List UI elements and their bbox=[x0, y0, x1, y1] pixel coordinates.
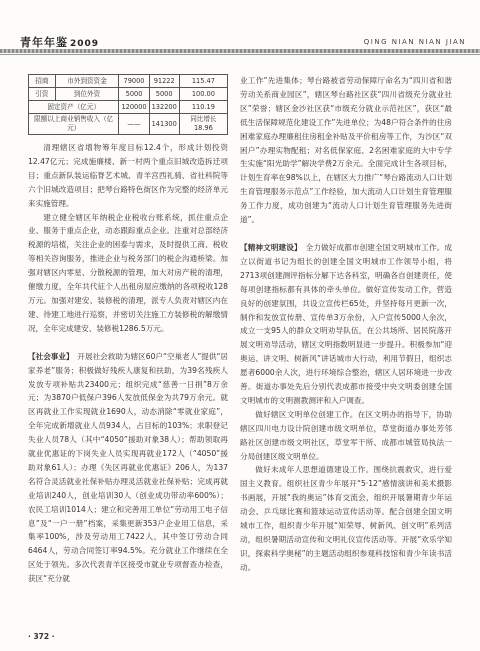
section-heading-civilization: 【精神文明建设】 bbox=[240, 242, 298, 252]
table-row bbox=[29, 101, 228, 114]
paragraph-youth: 做好未成年人思想道德建设工作。围绕抗震救灾，进行爱国主义教育。组织社区青少年展开“5·12”感情演讲和美术摄影书画展，开展“我的奥运”体育交流会，组织开展暑期青少年运动会、乒乓球比赛和篮球运动宣传活动等。配合创建全国文明城市工作，组织青少年开展“知荣辱、树新风、创文明”系列活动，组织暑期活动宣传和文明礼仪宣传活动等。开展“欢乐学知识，探索科学奥秘”的主题活动组织参观科技馆和青少年读书活动。 bbox=[240, 465, 452, 572]
table-row bbox=[29, 75, 228, 88]
paragraph-tax: 建立健全辖区年纳税企业税收台账系统，抓住重点企业、服务于重点企业，动态跟踪重点企业。注重对总部经济税源的培植，关注企业的困泰与需求，及时提供工商、税收等相关咨询服务，推进企业与税务部门的税企沟通桥梁。加强对辖区内零星、分散税源的管理，加大对房产税的清理，催缴力度，全年共代征个人出租房屋应缴纳的各项税收128万元。加强对建安、装修税的清理，派专人负责对辖区内在建、待建工地进行巡察，并密切关注施工方装修税的解缴情况，全年完成建安、装修税1286.5万元。 bbox=[28, 212, 228, 333]
table-cell: 110.19 bbox=[179, 101, 227, 114]
table-cell: 132200 bbox=[149, 101, 179, 114]
table-cell: 91222 bbox=[149, 75, 179, 88]
table-cell: 固定资产（亿元） bbox=[29, 101, 119, 114]
page-number: · 372 · bbox=[28, 632, 55, 641]
section-social bbox=[28, 350, 228, 586]
section-body-social: 开展社会救助为辖区60户“空巢老人”提供“居家养老”服务；积极做好残疾人康复和扶助，为39名残疾人发放专项补贴共23400元；组织完成“慈善一日捐”8万余元；为3870户低保户396人发放低保金为共79万余元。就区再就业工作实现就业1690人，动态消除“零就业家庭”，全年完成新增就业人员934人，占目标的103%；求职登记失业人员78人（其中“4050”援助对象38人）；帮助领取再就业优惠证的下岗失业人员实现再就业172人（“4050”援助对象61人）；办理《失区再就业优惠证》206人，为137名符合灵活就业社保补贴办理灵活就业社保补贴；完成再就业培训240人，创业培训30人（创业成功带动率600%）；农民工培训1014人；建立和完善用工单位“劳动用工电子信息”及“一户一册”档案，采集更新353户企业用工信息，采集率100%，涉及劳动用工7422人，其中签订劳动合同6464人，劳动合同签订率94.5%。充分就业工作继续在全区处于领先。多次代表青羊区接受市就业专项督查办检查，获区“充分就 bbox=[28, 351, 229, 584]
running-title: QING NIAN NIAN JIAN bbox=[363, 38, 466, 46]
section-civilization bbox=[240, 241, 452, 408]
yearbook-logo bbox=[20, 34, 99, 50]
table-cell: 限额以上商业销售收入（亿元） bbox=[29, 114, 119, 135]
table-cell: 141300 bbox=[149, 114, 179, 135]
table-cell: 115.47 bbox=[179, 75, 227, 88]
table-cell: 到位外资 bbox=[55, 88, 119, 101]
yearbook-title: 青年年鉴 bbox=[20, 36, 68, 49]
table-cell: 市外到资资金 bbox=[55, 75, 119, 88]
section-heading-social: 【社会事业】 bbox=[28, 351, 70, 361]
table-cell: 招商 bbox=[29, 75, 56, 88]
table-cell: 引资 bbox=[29, 88, 56, 101]
header-rule-thin bbox=[0, 54, 480, 55]
yearbook-year: 2009 bbox=[70, 39, 100, 49]
table-cell: 同比增长18.96 bbox=[179, 114, 227, 135]
table-row bbox=[29, 114, 228, 135]
page-header bbox=[0, 0, 480, 58]
left-column bbox=[28, 74, 228, 586]
table-cell: —— bbox=[119, 114, 149, 135]
table-cell: 5000 bbox=[149, 88, 179, 101]
paragraph-investment: 清理辖区省增物筹年度目标12.4个，形成计划投资12.47亿元；完成施廉楼、新一村两个重点旧城改造拆迁项目；重点新队装运临脊艺术城、青羊宫西礼骑、省社科院等六个旧城改造项目；把琴台路特色街区作为完整的经济单元来实施管理。 bbox=[28, 143, 228, 208]
section-gap bbox=[28, 336, 228, 350]
header-rule bbox=[0, 49, 480, 53]
paragraph-social-cont: 业工作”先进集体；琴台路被省劳动保障厅命名为“四川省和谐劳动关系商业园区”，辖区琴台路社区获“四川省级充分就业社区”荣誉；辖区金沙社区获“市级充分就业示范社区”，获区“最低生活保障规范化建设工作”先进单位；为48户符合条件的住房困难家庭办理廉租住房租金补贴及平价租房等工作，为沙区“双困户”办理实物配租；对名低保家庭、2名困难家庭的大中专学生实施“阳光助学”解决学费2万余元。全面完成计生各项目标，计划生育率在98%以上，在辖区大力推广“琴台路流动人口计划生育管理服务示范点”工作经验，加大流动人口计划生育管理服务工作力度，成功创建为“流动人口计划生育管理服务先进街道”。 bbox=[240, 76, 452, 225]
table-cell: 5000 bbox=[119, 88, 149, 101]
table-cell: 79000 bbox=[119, 75, 149, 88]
table-cell: 120000 bbox=[119, 101, 149, 114]
table-row bbox=[29, 88, 228, 101]
paragraph-civilized-units: 做好辖区文明单位创建工作。在区文明办的指导下，协助辖区四川电力设计院创建市级文明单位，草堂街道办事处芳邻路社区创建市级文明社区，草堂军干所、成都市城管局执法一分局创建区级文明单位。 bbox=[240, 409, 452, 461]
section-body-civilization: 全力做好成都市创建全国文明城市工作。成立以街道书记为组长的创建全国文明城市工作领导小组，将2713项创建测评指标分解下达各科室，明确各自创建责任，使每项创建指标都有具体的牵头单位。做好宣传发动工作，营造良好的创建氛围，共设立宣传栏65处，并坚持每月更新一次，制作和发放宣传册、宣传单3万余份，入户宣传5000人余次，成立一支95人的群众文明劝导队伍，在公共场所、居民院落开展文明劝导活动，辖区文明指数明显进一步提升。积极参加“迎奥运、讲文明、树新风”讲话城市大行动，利用节假日，组织志愿者6000余人次，进行环境综合整治，辖区人居环境进一步改善。街道办事处先后分别代表成都市接受中央文明委创建全国文明城市的文明测教测评和入户调查。 bbox=[240, 242, 453, 405]
right-column bbox=[240, 74, 452, 575]
section-gap bbox=[240, 227, 452, 241]
stats-table bbox=[28, 74, 228, 135]
table-cell: 100.00 bbox=[179, 88, 227, 101]
